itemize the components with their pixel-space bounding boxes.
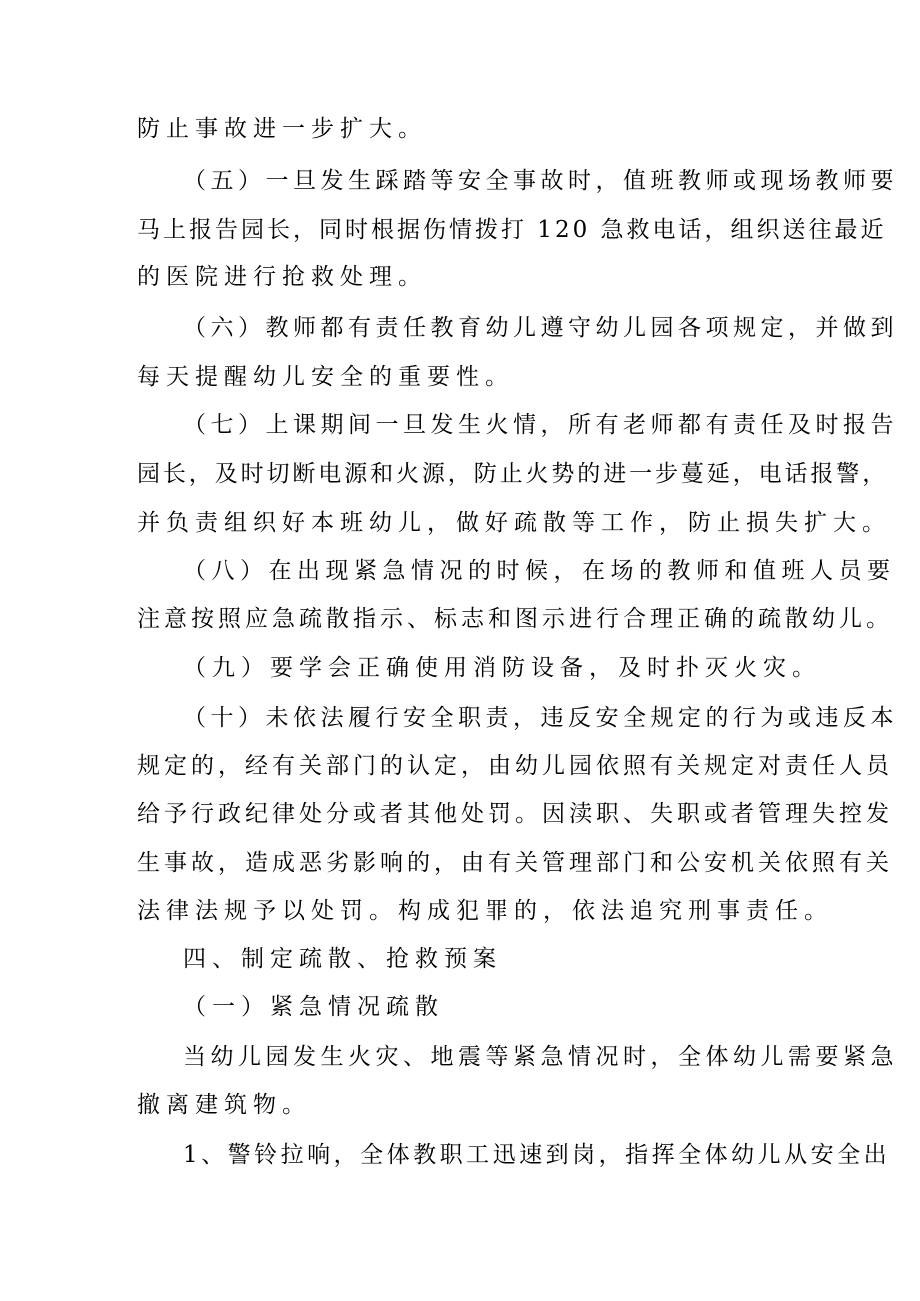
text-line: （九）要学会正确使用消防设备，及时扑灭火灾。 <box>183 655 821 681</box>
text-line: （八）在出现紧急情况的时候，在场的教师和值班人员要 <box>183 558 896 584</box>
text-line: 注意按照应急疏散指示、标志和图示进行合理正确的疏散幼儿。 <box>137 606 893 632</box>
text-line: 的医院进行抢救处理。 <box>137 264 427 290</box>
text-line: 每天提醒幼儿安全的重要性。 <box>137 364 514 390</box>
text-line: 生事故，造成恶劣影响的，由有关管理部门和公安机关依照有关 <box>137 850 893 876</box>
text-line: 并负责组织好本班幼儿，做好疏散等工作，防止损失扩大。 <box>137 510 891 536</box>
text-line: 当幼儿园发生火灾、地震等紧急情况时，全体幼儿需要紧急 <box>183 1044 898 1070</box>
text-line: 撤离建筑物。 <box>137 1092 311 1118</box>
text-line: 园长，及时切断电源和火源，防止火势的进一步蔓延，电话报警， <box>137 461 889 487</box>
subsection-heading: （一）紧急情况疏散 <box>183 994 444 1020</box>
text-line: （六）教师都有责任教育幼儿遵守幼儿园各项规定，并做到 <box>183 315 898 341</box>
text-line: 规定的，经有关部门的认定，由幼儿园依照有关规定对责任人员 <box>137 753 893 779</box>
text-line: 防止事故进一步扩大。 <box>137 116 427 142</box>
text-line: （五）一旦发生踩踏等安全事故时，值班教师或现场教师要 <box>183 168 898 194</box>
text-line: （十）未依法履行安全职责，违反安全规定的行为或违反本 <box>183 705 898 731</box>
section-heading: 四、制定疏散、抢救预案 <box>183 946 502 972</box>
text-line: （七）上课期间一旦发生火情，所有老师都有责任及时报告 <box>183 412 898 438</box>
text-line: 给予行政纪律处分或者其他处罚。因渎职、失职或者管理失控发 <box>137 801 893 827</box>
text-line: 法律法规予以处罚。构成犯罪的，依法追究刑事责任。 <box>137 898 833 924</box>
text-line: 马上报告园长，同时根据伤情拨打 120 急救电话，组织送往最近 <box>137 217 887 243</box>
text-line: 1、警铃拉响，全体教职工迅速到岗，指挥全体幼儿从安全出 <box>183 1142 891 1168</box>
